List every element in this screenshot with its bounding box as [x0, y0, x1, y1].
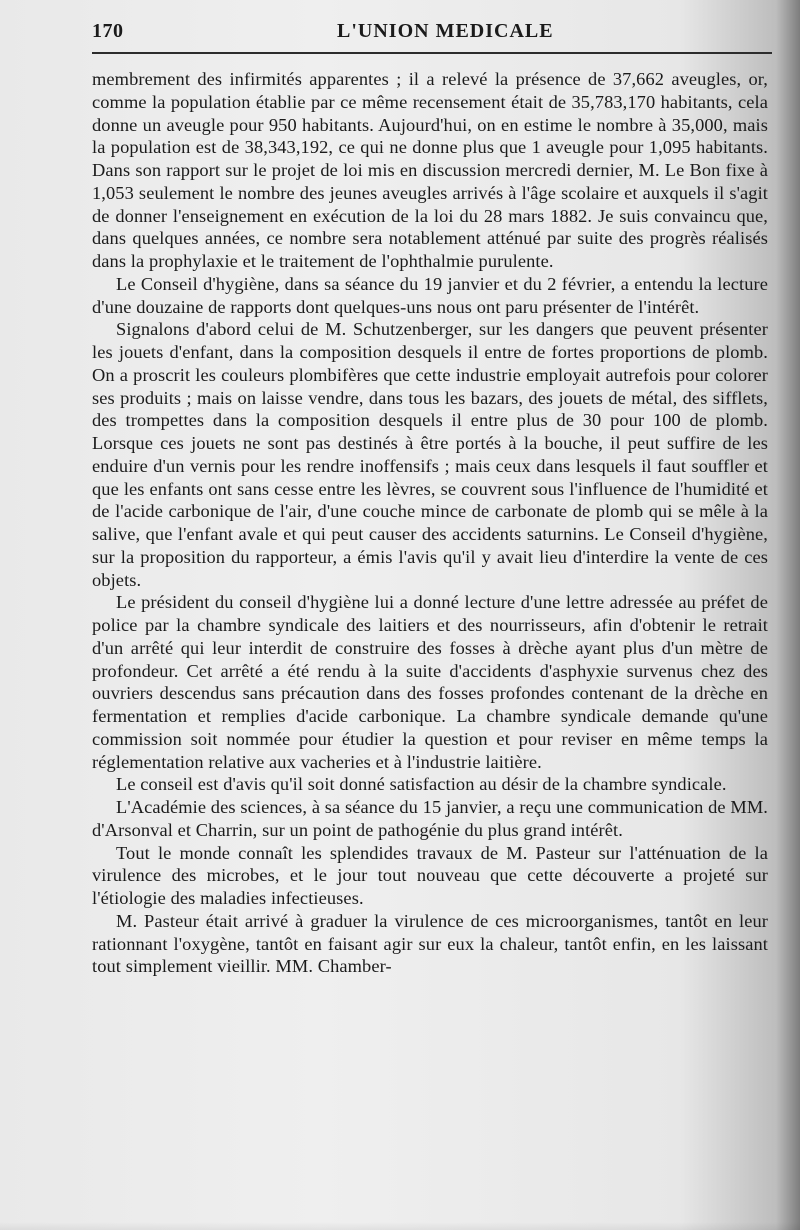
header-rule — [92, 52, 772, 54]
page-edge-shadow — [0, 1222, 800, 1230]
paragraph: Le conseil est d'avis qu'il soit donné satisfaction au désir de la chambre syndicale. — [116, 774, 727, 795]
paragraph: Le président du conseil d'hygiène lui a donné lecture d'une lettre adressée au préfet de police par la chambre syndicale des laitiers et des nourrisseurs, afin d'obtenir le retrait d'un arrêté qui leur interdit de construire des fosses à drèche ayant plus d'un mètre de profondeur. Cet arrêté a été rendu à la suite d'accidents d'asphyxie survenus chez des ouvriers descendus sans précaution dans des fosses profondes contenant de la drèche en fermentation et remplies d'acide carbonique. La chambre syndicale demande qu'une commission soit nommée pour étudier la question et pour reviser en même temps la réglementation relative aux vacheries et à l'industrie laitière. — [92, 592, 768, 772]
paragraph: Signalons d'abord celui de M. Schutzenberger, sur les dangers que peuvent présenter les jouets d'enfant, dans la composition desquels il entre de fortes proportions de plomb. On a proscrit les couleurs plombifères que cette industrie employait autrefois pour colorer ses produits ; mais on laisse vendre, dans tous les bazars, des jouets de métal, des sifflets, des trompettes dans la composition desquels il entre plus de 30 pour 100 de plomb. Lorsque ces jouets ne sont pas destinés à être portés à la bouche, il peut suffire de les enduire d'un vernis pour les rendre inoffensifs ; mais ceux dans lesquels il faut souffler et que les enfants ont sans cesse entre les lèvres, se couvrent sous l'influence de l'humidité et de l'acide carbonique de l'air, d'une couche mince de carbonate de plomb qui se mêle à la salive, que l'enfant avale et qui peut causer des accidents saturnins. Le Conseil d'hygiène, sur la proposition du rapporteur, a émis l'avis qu'il y avait lieu d'interdire la vente de ces objets. — [92, 319, 768, 590]
paragraph: L'Académie des sciences, à sa séance du 15 janvier, a reçu une communication de MM. d'Arsonval et Charrin, sur un point de pathogénie du plus grand intérêt. — [92, 797, 768, 840]
paragraph: Tout le monde connaît les splendides travaux de M. Pasteur sur l'atténuation de la virulence des microbes, et le jour tout nouveau que cette découverte a projeté sur l'étiologie des maladies infectieuses. — [92, 842, 768, 908]
page-header — [92, 18, 772, 50]
paragraph: membrement des infirmités apparentes ; il a relevé la présence de 37,662 aveugles, or, comme la population établie par ce même recensement était de 35,783,170 habitants, cela donne un aveugle pour 950 habitants. Aujourd'hui, on en estime le nombre à 35,000, mais la population est de 38,343,192, ce qui ne donne plus que 1 aveugle pour 1,095 habitants. Dans son rapport sur le projet de loi mis en discussion mercredi dernier, M. Le Bon fixe à 1,053 seulement le nombre des jeunes aveugles arrivés à l'âge scolaire et auxquels il s'agit de donner l'enseignement en exécution de la loi du 28 mars 1882. Je suis convaincu que, dans quelques années, ce nombre sera notablement atténué par suite des progrès réalisés dans la prophylaxie et le traitement de l'ophthalmie purulente. — [92, 69, 768, 271]
article-body — [92, 68, 768, 978]
paragraph: Le Conseil d'hygiène, dans sa séance du 19 janvier et du 2 février, a entendu la lecture d'une douzaine de rapports dont quelques-uns nous ont paru présenter de l'intérêt. — [92, 273, 768, 317]
paragraph: M. Pasteur était arrivé à graduer la virulence de ces microorganismes, tantôt en leur rationnant l'oxygène, tantôt en faisant agir sur eux la chaleur, tantôt enfin, en les laissant tout simplement vieillir. MM. Chamber- — [92, 910, 768, 977]
page-number: 170 — [92, 20, 124, 42]
running-title: L'UNION MEDICALE — [337, 20, 554, 42]
